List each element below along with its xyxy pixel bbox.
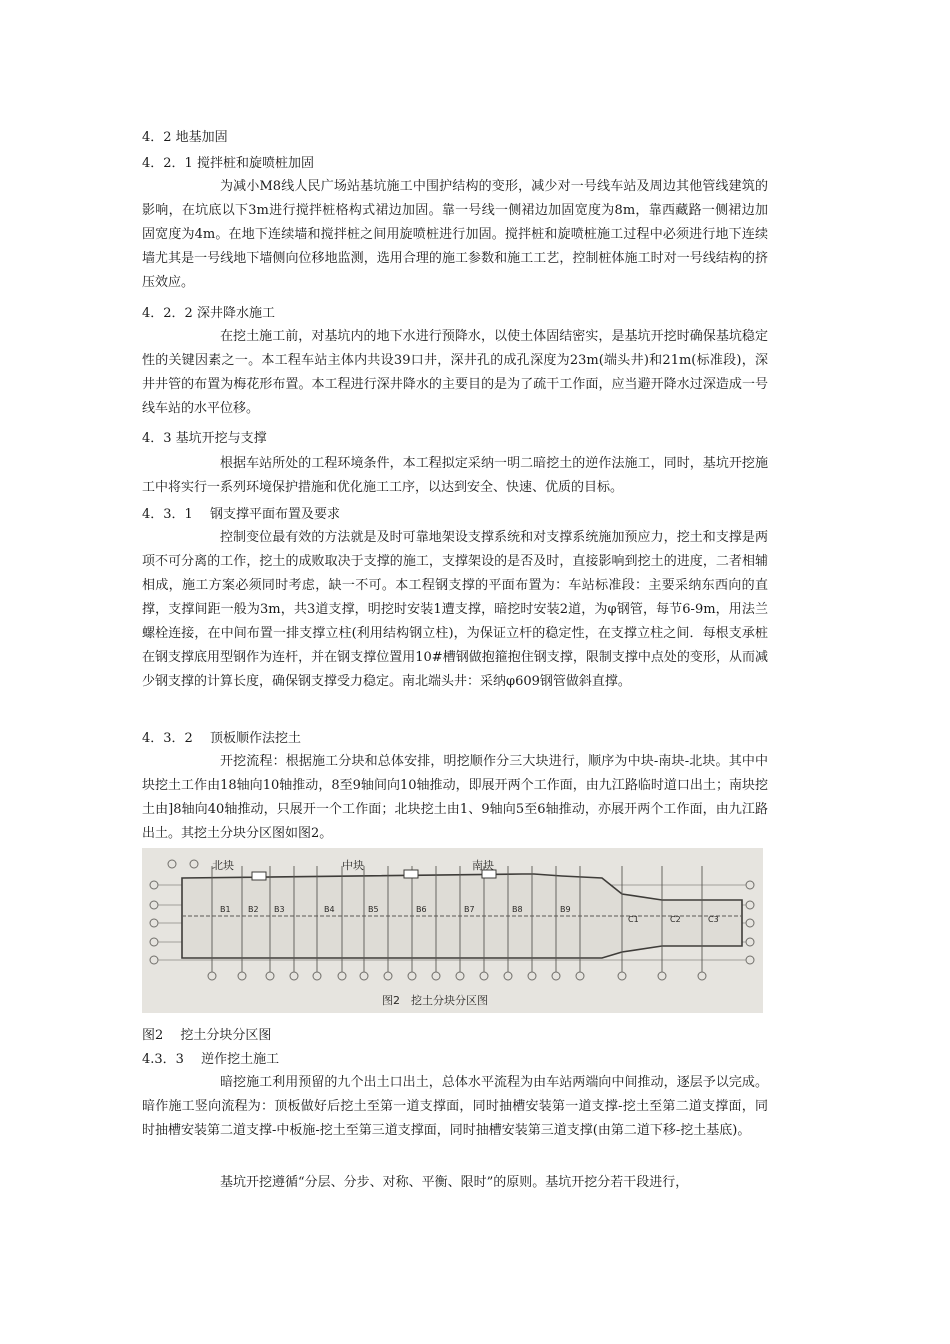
figure-title: 图2 挖土分块分区图 bbox=[382, 994, 488, 1007]
zone-label: C1 bbox=[628, 915, 639, 924]
zone-label: B6 bbox=[416, 905, 427, 914]
heading-4-2: 4．2 地基加固 bbox=[142, 130, 228, 145]
zone-label: C3 bbox=[708, 915, 719, 924]
heading-4-2-1: 4．2．1 搅拌桩和旋喷桩加固 bbox=[142, 156, 314, 171]
zone-label: B3 bbox=[274, 905, 285, 914]
block-north-label: 北块 bbox=[212, 859, 234, 872]
block-mid-label: 中块 bbox=[342, 859, 364, 872]
zone-label: C2 bbox=[670, 915, 681, 924]
heading-4-3-1: 4．3．1 钢支撑平面布置及要求 bbox=[142, 507, 340, 522]
heading-4-3-3: 4.3．3 逆作挖土施工 bbox=[142, 1052, 280, 1067]
zone-label: B5 bbox=[368, 905, 379, 914]
zone-label: B1 bbox=[220, 905, 231, 914]
paragraph-excavation-intro: 根据车站所处的工程环境条件，本工程拟定采纳一明二暗挖土的逆作法施工，同时，基坑开挖施工中将实行一系列环境保护措施和优化施工工序，以达到安全、快速、优质的目标。 bbox=[142, 456, 768, 495]
zone-label: B2 bbox=[248, 905, 259, 914]
zone-label: B7 bbox=[464, 905, 475, 914]
figure-caption: 图2 挖土分块分区图 bbox=[142, 1028, 272, 1043]
heading-4-3-2: 4．3．2 顶板顺作法挖土 bbox=[142, 731, 301, 746]
excavation-zone-figure bbox=[142, 848, 763, 1013]
paragraph-steel-support: 控制变位最有效的方法就是及时可靠地架设支撑系统和对支撑系统施加预应力，挖土和支撑是两项不可分离的工作，挖土的成败取决于支撑的施工，支撑架设的是否及时，直接影响到挖土的进度，二者相辅相成，施工方案必须同时考虑，缺一不可。本工程钢支撑的平面布置为：车站标准段：主要采纳东西向的直撑，支撑间距一般为3m，共3道支撑，明挖时安装1遭支撑，暗挖时安装2道，为φ钢管，每节6-9m，用法兰螺栓连接，在中间布置一排支撑立柱(利用结构钢立柱)，为保证立杆的稳定性，在支撑立柱之间．每根支承桩在钢支撑底用型钢作为连杆，并在钢支撑位置用10#槽钢做抱箍抱住钢支撑，限制支撑中点处的变形，从而减少钢支撑的计算长度，确保钢支撑受力稳定。南北端头井：采纳φ609钢管做斜直撑。 bbox=[142, 530, 768, 689]
zone-label: B9 bbox=[560, 905, 571, 914]
excavation-zone-diagram bbox=[142, 848, 763, 1013]
heading-4-2-2: 4．2．2 深井降水施工 bbox=[142, 306, 275, 321]
block-south-label: 南块 bbox=[472, 859, 494, 872]
paragraph-dewatering: 在挖土施工前，对基坑内的地下水进行预降水，以使土体固结密实，是基坑开挖时确保基坑稳定性的关键因素之一。本工程车站主体内共设39口井，深井孔的成孔深度为23m(端头井)和21m(标准段)，深井井管的布置为梅花形布置。本工程进行深井降水的主要目的是为了疏干工作面，应当避开降水过深造成一号线车站的水平位移。 bbox=[142, 329, 768, 416]
paragraph-mixing-pile: 为减小M8线人民广场站基坑施工中围护结构的变形，减少对一号线车站及周边其他管线建筑的影响，在坑底以下3m进行搅拌桩格构式裙边加固。靠一号线一侧裙边加固宽度为8m，靠西藏路一侧裙边加固宽度为4m。在地下连续墙和搅拌桩之间用旋喷桩进行加固。搅拌桩和旋喷桩施工过程中必须进行地下连续墙尤其是一号线地下墙侧向位移地监测，选用合理的施工参数和施工工艺，控制桩体施工时对一号线结构的挤压效应。 bbox=[142, 179, 768, 290]
paragraph-top-slab-excavation: 开挖流程：根据施工分块和总体安排，明挖顺作分三大块进行，顺序为中块-南块-北块。其中中块挖土工作由18轴向10轴推动，8至9轴间向10轴推动，即展开两个工作面，由九江路临时道口出土；南块挖土由]8轴向40轴推动，只展开一个工作面；北块挖土由1、9轴向5至6轴推动，亦展开两个工作面，由九江路出土。其挖土分块分区图如图2。 bbox=[142, 754, 768, 841]
paragraph-excavation-principle: 基坑开挖遵循“分层、分步、对称、平衡、限时”的原则。基坑开挖分若干段进行， bbox=[220, 1175, 689, 1190]
zone-label: B8 bbox=[512, 905, 523, 914]
heading-4-3: 4．3 基坑开挖与支撑 bbox=[142, 431, 267, 446]
paragraph-reverse-excavation: 暗挖施工利用预留的九个出土口出土，总体水平流程为由车站两端向中间推动，逐层予以完成。暗作施工竖向流程为：顶板做好后挖土至第一道支撑面，同时抽槽安装第一道支撑-挖土至第二道支撑面，同时抽槽安装第二道支撑-中板施-挖土至第三道支撑面，同时抽槽安装第三道支撑(由第二道下移-挖土基底)。 bbox=[142, 1075, 768, 1138]
zone-label: B4 bbox=[324, 905, 335, 914]
